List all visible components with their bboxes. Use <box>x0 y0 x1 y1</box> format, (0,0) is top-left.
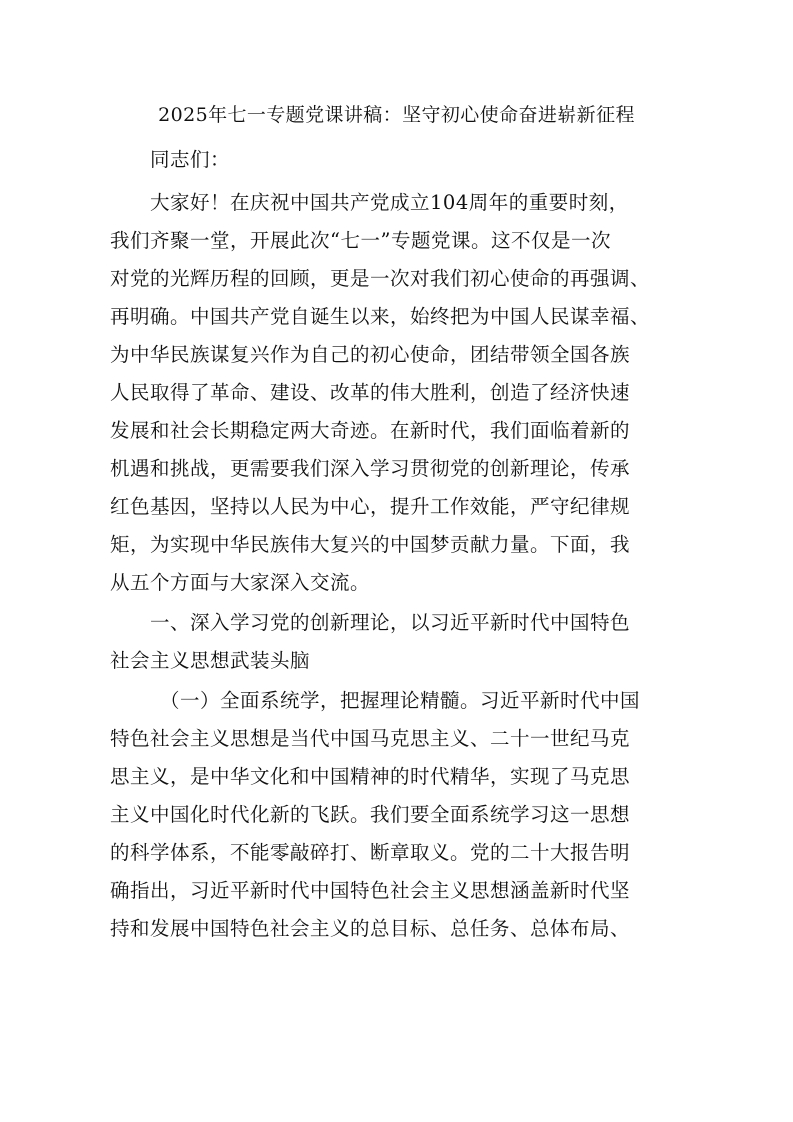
paragraph-line: 矩，为实现中华民族伟大复兴的中国梦贡献力量。下面，我 <box>110 533 631 556</box>
paragraph-line: 发展和社会长期稳定两大奇迹。在新时代，我们面临着新的 <box>110 419 631 442</box>
salutation: 同志们： <box>150 148 231 171</box>
paragraph-line: 人民取得了革命、建设、改革的伟大胜利，创造了经济快速 <box>110 381 631 404</box>
paragraph-line: 机遇和挑战，更需要我们深入学习贯彻党的创新理论，传承 <box>110 457 631 480</box>
document-title: 2025年七一专题党课讲稿：坚守初心使命奋进崭新征程 <box>158 104 635 126</box>
paragraph-line: 大家好！在庆祝中国共产党成立104周年的重要时刻， <box>150 191 629 214</box>
paragraph-line: 对党的光辉历程的回顾，更是一次对我们初心使命的再强调、 <box>110 267 651 290</box>
paragraph-line: 确指出，习近平新时代中国特色社会主义思想涵盖新时代坚 <box>110 879 631 902</box>
section-heading: 社会主义思想武装头脑 <box>110 649 311 672</box>
section-heading: 一、深入学习党的创新理论，以习近平新时代中国特色 <box>150 611 631 634</box>
paragraph-line: 为中华民族谋复兴作为自己的初心使命，团结带领全国各族 <box>110 343 631 366</box>
paragraph-line: 再明确。中国共产党自诞生以来，始终把为中国人民谋幸福、 <box>110 305 651 328</box>
paragraph-line: 特色社会主义思想是当代中国马克思主义、二十一世纪马克 <box>110 727 631 750</box>
paragraph-line: 我们齐聚一堂，开展此次“七一”专题党课。这不仅是一次 <box>110 229 611 252</box>
paragraph-line: 从五个方面与大家深入交流。 <box>110 571 371 594</box>
paragraph-line: 持和发展中国特色社会主义的总目标、总任务、总体布局、 <box>110 917 631 940</box>
paragraph-line: 红色基因，坚持以人民为中心，提升工作效能，严守纪律规 <box>110 495 631 518</box>
subsection-line: （一）全面系统学，把握理论精髓。习近平新时代中国 <box>160 689 641 712</box>
paragraph-line: 的科学体系，不能零敲碎打、断章取义。党的二十大报告明 <box>110 841 631 864</box>
paragraph-line: 主义中国化时代化新的飞跃。我们要全面系统学习这一思想 <box>110 803 631 826</box>
paragraph-line: 思主义，是中华文化和中国精神的时代精华，实现了马克思 <box>110 765 631 788</box>
